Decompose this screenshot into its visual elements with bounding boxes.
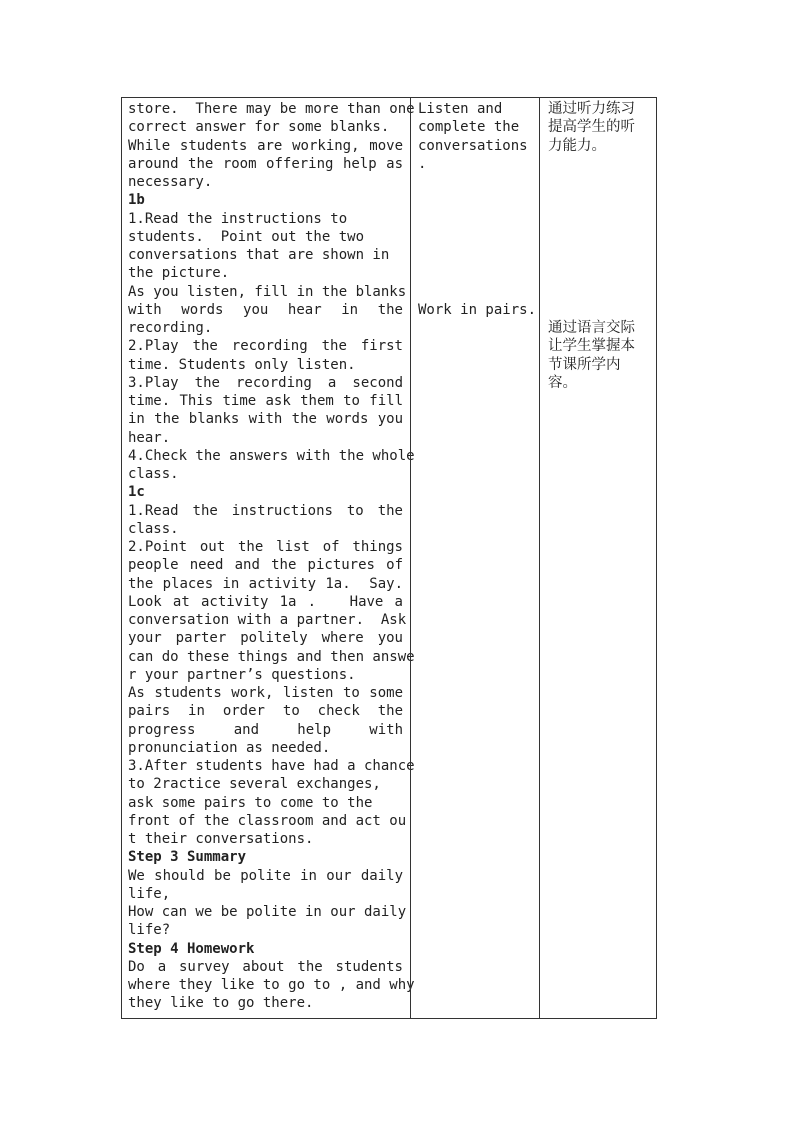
activity-line: recording.: [128, 320, 213, 336]
activity-line: 2.Play the recording the first: [128, 338, 403, 355]
section-heading: 1c: [128, 484, 145, 501]
activity-line: your parter politely where you: [128, 630, 403, 647]
activity-line: conversations that are shown in: [128, 247, 390, 263]
purpose-line: 通过听力练习: [548, 101, 635, 117]
section-heading: 1b: [128, 192, 145, 209]
activity-line: As students work, listen to some: [128, 685, 403, 701]
activity-line: Do a survey about the students: [128, 958, 403, 975]
student-activity-line: Listen and: [418, 101, 503, 117]
activity-line: r your partner’s questions.: [128, 666, 356, 683]
purpose-line: 节课所学内: [548, 356, 621, 373]
activity-line: 2.Point out the list of things: [128, 539, 403, 555]
activity-line: How can we be polite in our daily: [128, 904, 407, 920]
section-heading: Step 3 Summary: [128, 849, 247, 866]
student-activity-line: conversations: [418, 137, 528, 154]
activity-line: to 2ractice several exchanges,: [128, 776, 381, 793]
activity-line: the picture.: [128, 265, 230, 282]
activity-line: pronunciation as needed.: [128, 739, 331, 756]
student-activity-line: complete the: [418, 119, 520, 136]
activity-line: 1.Read the instructions to: [128, 210, 348, 227]
activity-line: where they like to go to , and why: [128, 977, 415, 993]
purpose-line: 让学生掌握本: [548, 338, 635, 355]
activity-line: they like to go there.: [128, 995, 314, 1012]
purpose-line: 容。: [548, 374, 577, 391]
activity-line: with words you hear in the: [128, 301, 403, 318]
purpose-line: 力能力。: [548, 137, 606, 154]
student-activity-column: [410, 98, 540, 1018]
activity-line: 3.Play the recording a second: [128, 374, 403, 391]
activity-line: store. There may be more than one: [128, 101, 415, 117]
student-activity-line: .: [418, 155, 427, 172]
activity-line: conversation with a partner. Ask: [128, 612, 407, 628]
activity-line: 4.Check the answers with the whole: [128, 447, 415, 464]
activity-line: people need and the pictures of: [128, 557, 403, 574]
activity-line: 1.Read the instructions to the: [128, 502, 403, 519]
activity-line: time. This time ask them to fill: [128, 393, 403, 409]
activity-line: While students are working, move: [128, 137, 403, 154]
activity-line: ask some pairs to come to the: [128, 794, 373, 811]
activity-line: front of the classroom and act ou: [128, 812, 407, 829]
activity-line: class.: [128, 466, 179, 482]
lesson-table: [121, 97, 657, 1019]
activity-line: life?: [128, 922, 171, 939]
activity-line: the places in activity 1a. Say.: [128, 575, 403, 592]
activity-line: life,: [128, 885, 171, 902]
activity-line: As you listen, fill in the blanks: [128, 283, 407, 300]
teacher-activity-column: [122, 98, 415, 1018]
activity-line: necessary.: [128, 174, 213, 190]
purpose-line: 通过语言交际: [548, 320, 635, 336]
activity-line: class.: [128, 520, 179, 537]
activity-line: students. Point out the two: [128, 228, 365, 245]
activity-line: pairs in order to check the: [128, 703, 403, 720]
activity-line: around the room offering help as: [128, 155, 403, 172]
activity-line: time. Students only listen.: [128, 356, 356, 373]
activity-line: correct answer for some blanks.: [128, 119, 390, 136]
purpose-line: 提高学生的听: [548, 119, 635, 136]
activity-line: t their conversations.: [128, 831, 314, 847]
activity-line: hear.: [128, 429, 171, 446]
purpose-column: [539, 98, 657, 1018]
activity-line: We should be polite in our daily: [128, 867, 403, 884]
activity-line: Look at activity 1a . Have a: [128, 593, 403, 610]
activity-line: 3.After students have had a chance: [128, 758, 415, 774]
activity-line: progress and help with: [128, 721, 403, 738]
section-heading: Step 4 Homework: [128, 940, 255, 957]
student-activity-line: Work in pairs.: [418, 301, 537, 318]
activity-line: in the blanks with the words you: [128, 411, 403, 428]
activity-line: can do these things and then answe: [128, 648, 415, 665]
